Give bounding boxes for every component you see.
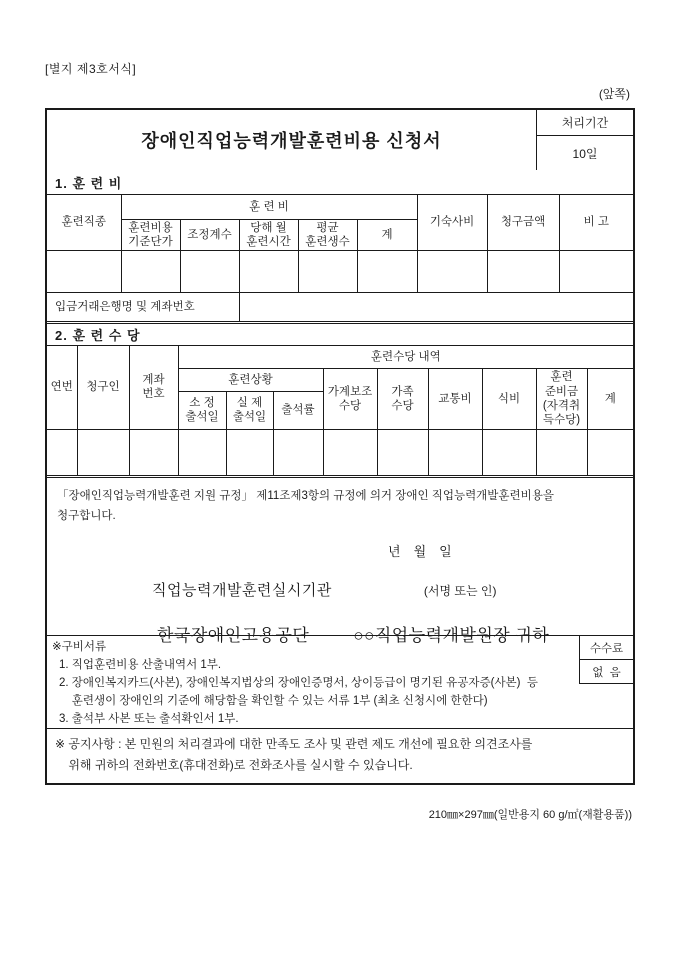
header-transport-fee: 교통비 xyxy=(428,369,482,430)
header-dormitory-fee: 기숙사비 xyxy=(417,195,487,251)
header-adjust-coeff: 조정계수 xyxy=(180,219,239,251)
header-avg-trainees: 평균 훈련생수 xyxy=(298,219,357,251)
title-row xyxy=(47,110,633,170)
processing-period-value: 10일 xyxy=(572,146,598,161)
header-actual-days: 실 제 출석일 xyxy=(226,392,273,430)
entry-cell-note xyxy=(559,251,633,293)
recipient-title: ○○직업능력개발원장 귀하 xyxy=(353,626,550,646)
header-month-hours: 당해 월 훈련시간 xyxy=(239,219,298,251)
processing-period-label: 처리기간 xyxy=(537,110,633,136)
entry-cell-job-type xyxy=(47,251,121,293)
section2-heading: 2. 훈 련 수 당 xyxy=(47,321,633,346)
training-allowance-table xyxy=(47,346,633,476)
month-label: 월 xyxy=(413,544,427,560)
header-note: 비 고 xyxy=(559,195,633,251)
header-unit-cost: 훈련비용 기준단가 xyxy=(121,219,180,251)
entry-cell-prep-fund xyxy=(536,429,587,475)
processing-period-column xyxy=(537,110,633,170)
header-job-type: 훈련직종 xyxy=(47,195,121,251)
agency-line xyxy=(152,579,633,600)
entry-cell-avg-trainees xyxy=(298,251,357,293)
form-title: 장애인직업능력개발훈련비용 신청서 xyxy=(47,110,537,170)
header-claimant: 청구인 xyxy=(77,346,129,430)
signature-note: (서명 또는 인) xyxy=(423,584,497,599)
entry-cell-dormitory-fee xyxy=(417,251,487,293)
header-family-allowance: 가족 수당 xyxy=(377,369,428,430)
header-sum: 계 xyxy=(357,219,417,251)
date-line xyxy=(388,541,633,560)
entry-cell-sum xyxy=(357,251,417,293)
document-item-3: 3. 출석부 사본 또는 출석확인서 1부. xyxy=(59,712,239,725)
header-scheduled-days: 소 정 출석일 xyxy=(178,392,226,430)
entry-cell-meal-fee xyxy=(482,429,536,475)
required-documents-section xyxy=(47,635,633,728)
header-attendance-rate: 출석률 xyxy=(273,392,323,430)
header-meal-fee: 식비 xyxy=(482,369,536,430)
notice-section xyxy=(47,728,633,783)
header-allowance-group: 훈련수당 내역 xyxy=(178,346,633,369)
notice-text: ※ 공지사항 : 본 민원의 처리결과에 대한 만족도 조사 및 관련 제도 개선에 필요한 의견조사를 위해 귀하의 전화번호(휴대전화)로 전화조사를 실시할 수 있습니다. xyxy=(55,737,533,772)
documents-heading: ※구비서류 xyxy=(52,641,107,654)
day-label: 일 xyxy=(439,544,452,560)
bank-account-label: 입금거래은행명 및 계좌번호 xyxy=(47,293,239,321)
header-claim-amount: 청구금액 xyxy=(487,195,559,251)
document-item-2: 2. 장애인복지카드(사본), 장애인복지법상의 장애인증명서, 상이등급이 명기된 유공자증(사본) 등 훈련생이 장애인의 기준에 해당함을 확인할 수 있는 서류 1부 (최초 신청시에 한한다) xyxy=(59,676,538,707)
entry-cell-household-allowance xyxy=(323,429,377,475)
entry-cell-transport-fee xyxy=(428,429,482,475)
entry-cell-adjust-coeff xyxy=(180,251,239,293)
header-cost-group: 훈 련 비 xyxy=(121,195,417,219)
entry-cell-month-hours xyxy=(239,251,298,293)
entry-cell-scheduled-days xyxy=(178,429,226,475)
entry-cell-unit-cost xyxy=(121,251,180,293)
declaration-body: 「장애인직업능력개발훈련 지원 규정」 제11조제3항의 규정에 의거 장애인 직업능력개발훈련비용을 청구합니다. xyxy=(57,490,554,522)
agency-label: 직업능력개발훈련실시기관 xyxy=(152,582,332,600)
header-prep-fund: 훈련 준비금 (자격취 득수당) xyxy=(536,369,587,430)
form-reference-label: [별지 제3호서식] xyxy=(45,62,137,76)
front-side-label: (앞쪽) xyxy=(598,87,630,101)
header-allowance-sum: 계 xyxy=(587,369,633,430)
entry-cell-claim-amount xyxy=(487,251,559,293)
entry-cell-family-allowance xyxy=(377,429,428,475)
fee-value: 없 음 xyxy=(580,660,633,684)
entry-cell-allowance-sum xyxy=(587,429,633,475)
entry-cell-serial-no xyxy=(47,429,77,475)
header-serial-no: 연번 xyxy=(47,346,77,430)
entry-cell-bank-account xyxy=(239,293,633,321)
fee-box xyxy=(579,636,633,684)
fee-label: 수수료 xyxy=(580,636,633,660)
entry-cell-account-no xyxy=(129,429,178,475)
declaration-section xyxy=(47,475,633,646)
form-main-box xyxy=(45,108,635,785)
header-household-allowance: 가계보조 수당 xyxy=(323,369,377,430)
paper-spec-note: 210㎜×297㎜(일반용지 60 g/㎡(재활용품)) xyxy=(428,809,632,821)
document-item-1: 1. 직업훈련비용 산출내역서 1부. xyxy=(59,659,222,672)
year-label: 년 xyxy=(388,544,401,560)
training-cost-table xyxy=(47,195,633,321)
entry-cell-attendance-rate xyxy=(273,429,323,475)
header-status-group: 훈련상황 xyxy=(178,369,323,392)
section1-heading: 1. 훈 련 비 xyxy=(47,170,633,195)
entry-cell-claimant xyxy=(77,429,129,475)
header-account-no: 계좌 번호 xyxy=(129,346,178,430)
entry-cell-actual-days xyxy=(226,429,273,475)
recipient-org: 한국장애인고용공단 xyxy=(157,626,310,646)
